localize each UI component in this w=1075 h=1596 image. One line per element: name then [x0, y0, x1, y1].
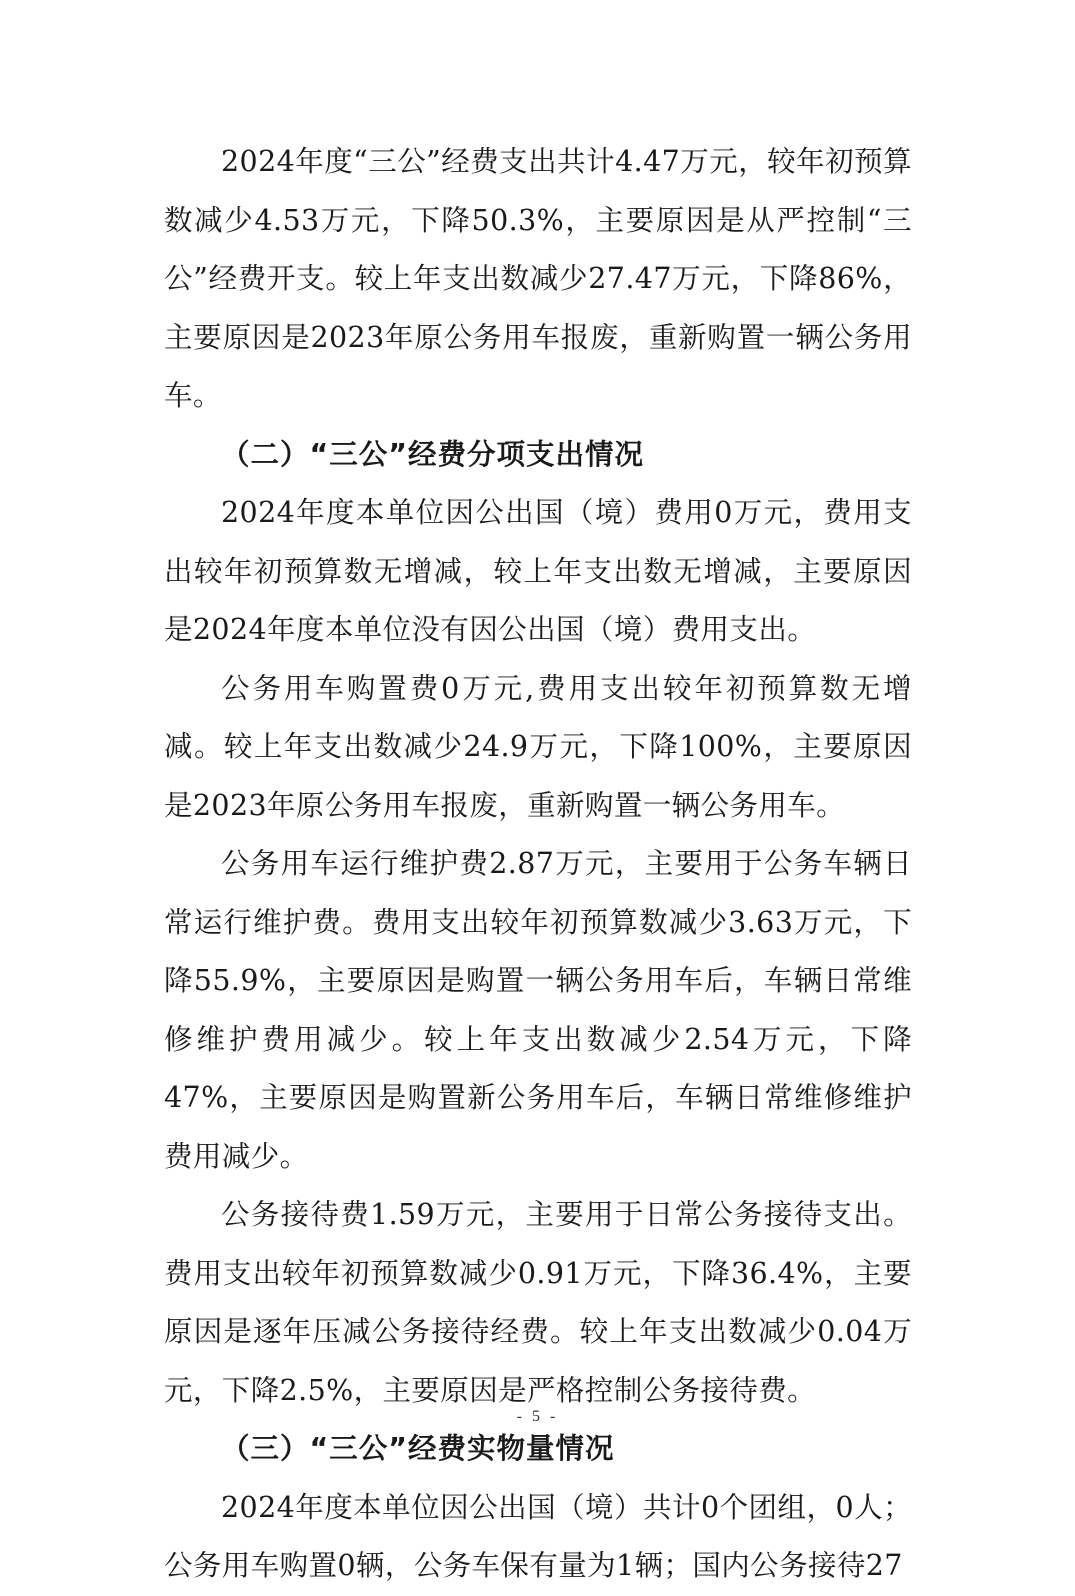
paragraph-physical-quantity: 2024年度本单位因公出国（境）共计0个团组，0人；公务用车购置0辆，公务车保有量为1辆；国内公务接待27 — [164, 1490, 912, 1582]
paragraph-vehicle-maintenance: 公务用车运行维护费2.87万元，主要用于公务车辆日常运行维护费。费用支出较年初预算数减少3.63万元，下降55.9%，主要原因是购置一辆公务用车后，车辆日常维修维护费用减少。较上年支出数减少2.54万元，下降47%，主要原因是购置新公务用车后，车辆日常维修维护费用减少。 — [164, 847, 912, 1173]
document-body — [164, 133, 912, 1596]
paragraph-vehicle-purchase: 公务用车购置费0万元,费用支出较年初预算数无增减。较上年支出数减少24.9万元，下降100%，主要原因是2023年原公务用车报废，重新购置一辆公务用车。 — [164, 671, 912, 822]
paragraph-reception: 公务接待费1.59万元，主要用于日常公务接待支出。费用支出较年初预算数减少0.91万元，下降36.4%，主要原因是逐年压减公务接待经费。较上年支出数减少0.04万元，下降2.5%，主要原因是严格控制公务接待费。 — [164, 1198, 912, 1407]
section-heading-itemized-spending: （二）“三公”经费分项支出情况 — [221, 437, 644, 471]
paragraph-total-spending: 2024年度“三公”经费支出共计4.47万元，较年初预算数减少4.53万元，下降50.3%，主要原因是从严控制“三公”经费开支。较上年支出数减少27.47万元，下降86%，主要原因是2023年原公务用车报废，重新购置一辆公务用车。 — [164, 145, 912, 412]
paragraph-overseas-travel: 2024年度本单位因公出国（境）费用0万元，费用支出较年初预算数无增减，较上年支出数无增减，主要原因是2024年度本单位没有因公出国（境）费用支出。 — [164, 496, 912, 646]
page-number: - 5 - — [516, 1408, 559, 1425]
section-heading-physical-quantity: （三）“三公”经费实物量情况 — [221, 1432, 615, 1465]
